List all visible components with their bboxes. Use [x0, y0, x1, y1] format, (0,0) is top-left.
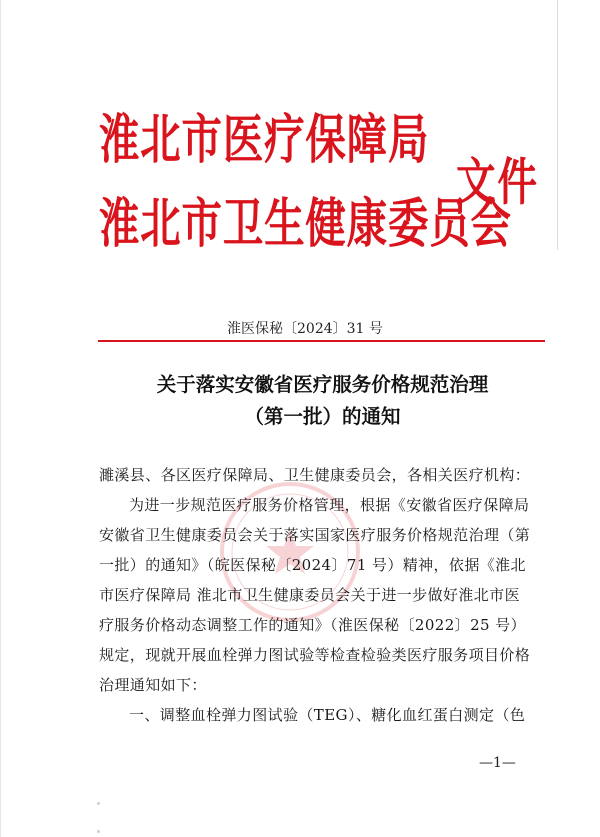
body-line-3: 安徽省卫生健康委员会关于落实国家医疗服务价格规范治理（第: [99, 526, 531, 544]
issuer-suffix: 文件: [456, 153, 539, 213]
body-line-5: 市医疗保障局 淮北市卫生健康委员会关于进一步做好淮北市医: [99, 586, 520, 604]
scan-speck: [97, 802, 100, 805]
body-line-9: 一、调整血栓弹力图试验（TEG）、糖化血红蛋白测定（色: [129, 706, 526, 724]
body-line-1: 濉溪县、各区医疗保障局、卫生健康委员会，各相关医疗机构：: [99, 466, 531, 484]
body-line-8: 治理通知如下：: [99, 676, 207, 694]
body-line-4: 一批）的通知》（皖医保秘〔2024〕71 号）精神，依据《淮北: [99, 556, 526, 574]
issuer-line-1: 淮北市医疗保障局: [99, 109, 430, 172]
page-number: —1—: [479, 755, 516, 771]
scan-speck: [97, 830, 100, 833]
body-line-7: 规定，现就开展血栓弹力图试验等检查检验类医疗服务项目价格: [99, 646, 531, 664]
issuer-line-2: 淮北市卫生健康委员会: [99, 193, 512, 256]
document-number: 淮医保秘〔2024〕31 号: [227, 321, 383, 337]
document-title-line-2: （第一批）的通知: [244, 405, 401, 428]
body-line-2: 为进一步规范医疗服务价格管理，根据《安徽省医疗保障局: [129, 496, 530, 514]
document-title-line-1: 关于落实安徽省医疗服务价格规范治理: [156, 373, 489, 396]
red-divider-rule: [98, 340, 545, 342]
body-line-6: 疗服务价格动态调整工作的通知》（淮医保秘〔2022〕25 号）: [99, 616, 526, 634]
scan-edge-line: [557, 0, 558, 250]
